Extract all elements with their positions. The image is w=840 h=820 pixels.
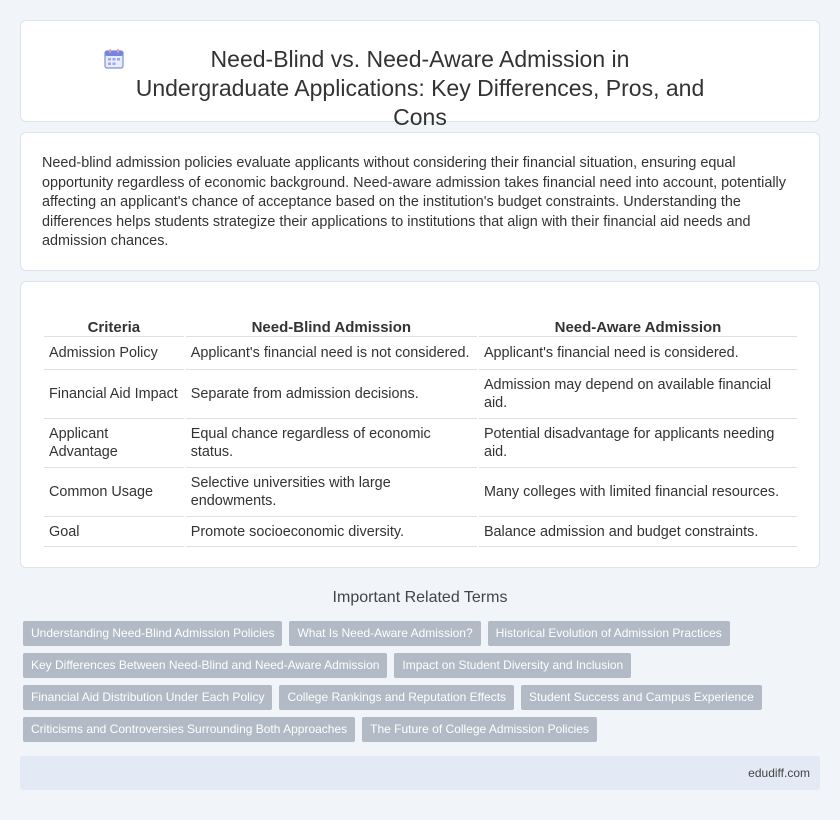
- title-card: [20, 20, 820, 130]
- related-term-tag[interactable]: College Rankings and Reputation Effects: [279, 685, 514, 710]
- related-tags-row: [23, 653, 631, 678]
- table-cell: Potential disadvantage for applicants needing aid.: [479, 419, 797, 468]
- table-cell: Separate from admission decisions.: [186, 370, 477, 419]
- related-tags-row: [23, 685, 762, 710]
- table-cell: Applicant's financial need is not considered.: [186, 337, 477, 370]
- table-header-row: [44, 314, 797, 337]
- table-cell: Admission Policy: [44, 337, 184, 370]
- related-term-tag[interactable]: Student Success and Campus Experience: [521, 685, 762, 710]
- column-header-criteria: Criteria: [44, 314, 184, 337]
- intro-card: [20, 132, 820, 271]
- table-cell: Admission may depend on available financial aid.: [479, 370, 797, 419]
- related-term-tag[interactable]: Understanding Need-Blind Admission Policies: [23, 621, 282, 646]
- table-cell: Applicant Advantage: [44, 419, 184, 468]
- table-row: [44, 419, 797, 468]
- table-cell: Financial Aid Impact: [44, 370, 184, 419]
- related-tags-row: [23, 621, 730, 646]
- calendar-icon: [103, 48, 125, 70]
- table-row: [44, 337, 797, 370]
- table-cell: Promote socioeconomic diversity.: [186, 517, 477, 547]
- related-term-tag[interactable]: The Future of College Admission Policies: [362, 717, 597, 742]
- related-term-tag[interactable]: What Is Need-Aware Admission?: [289, 621, 480, 646]
- page-title: Need-Blind vs. Need-Aware Admission in Undergraduate Applications: Key Differences, Pros, and Cons: [135, 46, 705, 130]
- table-cell: Goal: [44, 517, 184, 547]
- table-row: [44, 517, 797, 547]
- table-row: [44, 468, 797, 517]
- related-term-tag[interactable]: Criticisms and Controversies Surrounding Both Approaches: [23, 717, 355, 742]
- table-cell: Applicant's financial need is considered.: [479, 337, 797, 370]
- table-cell: Common Usage: [44, 468, 184, 517]
- comparison-table-card: [20, 281, 820, 568]
- column-header-need-aware: Need-Aware Admission: [479, 314, 797, 337]
- table-cell: Balance admission and budget constraints.: [479, 517, 797, 547]
- table-cell: Selective universities with large endowments.: [186, 468, 477, 517]
- column-header-need-blind: Need-Blind Admission: [186, 314, 477, 337]
- table-row: [44, 370, 797, 419]
- intro-paragraph: Need-blind admission policies evaluate applicants without considering their financial situation, ensuring equal opportunity regardless of economic background. Need-aware admission takes financial need into account, potentially affecting an applicant's chance of acceptance based on the institution's budget constraints. Understanding the differences helps students strategize their applications to institutions that align with their financial aid needs and admission chances.: [42, 155, 786, 250]
- related-term-tag[interactable]: Impact on Student Diversity and Inclusion: [394, 653, 631, 678]
- related-terms-heading: Important Related Terms: [332, 589, 508, 606]
- related-term-tag[interactable]: Financial Aid Distribution Under Each Policy: [23, 685, 272, 710]
- comparison-table: [42, 314, 799, 547]
- table-cell: Many colleges with limited financial resources.: [479, 468, 797, 517]
- related-term-tag[interactable]: Key Differences Between Need-Blind and Need-Aware Admission: [23, 653, 387, 678]
- table-cell: Equal chance regardless of economic status.: [186, 419, 477, 468]
- footer: [20, 756, 820, 790]
- related-term-tag[interactable]: Historical Evolution of Admission Practices: [488, 621, 730, 646]
- footer-site-link[interactable]: edudiff.com: [748, 766, 810, 780]
- related-tags-row: [23, 717, 597, 742]
